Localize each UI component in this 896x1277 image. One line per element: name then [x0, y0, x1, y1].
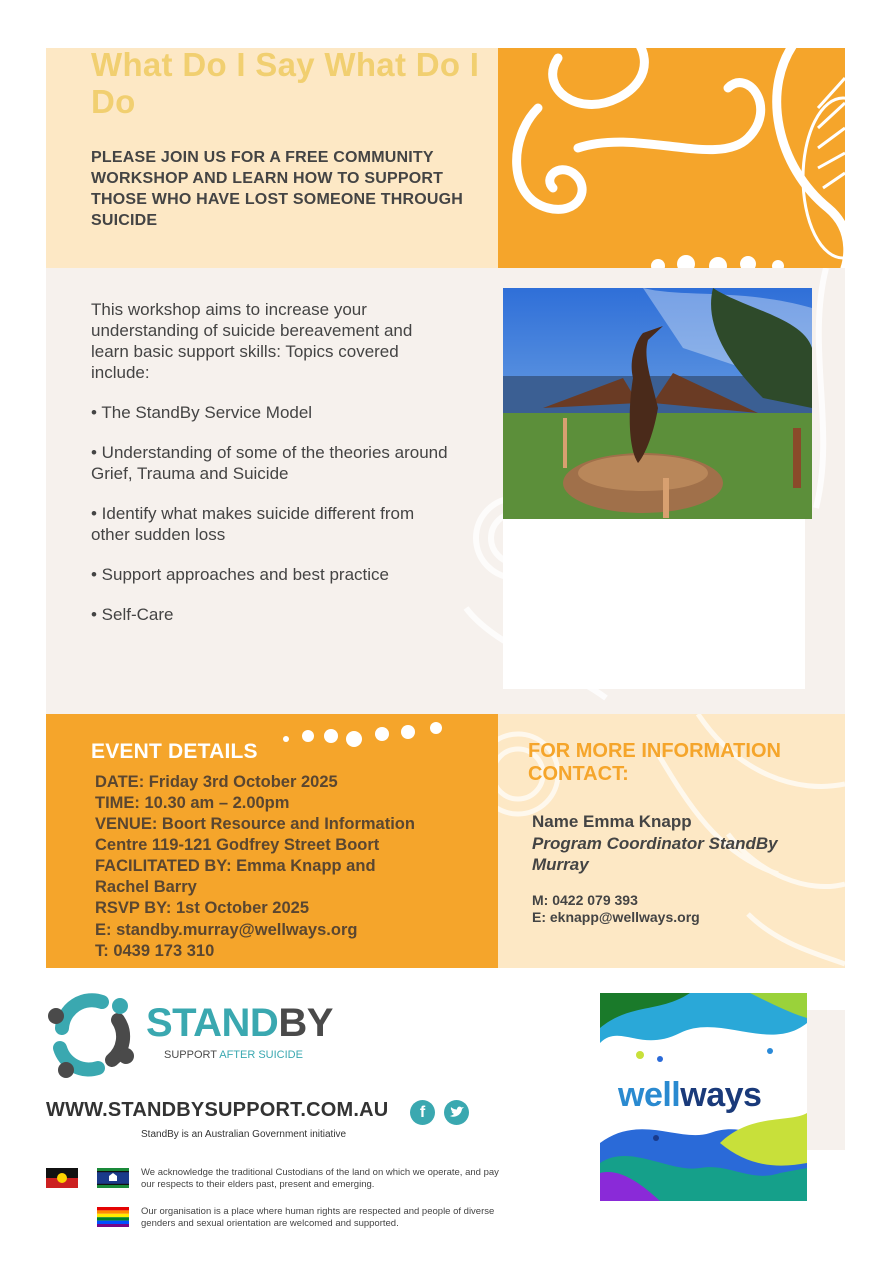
header-decoration-panel [498, 48, 845, 268]
standby-word-stand: STAND [146, 1001, 279, 1045]
topic-item: • Support approaches and best practice [91, 565, 389, 584]
page-subtitle: PLEASE JOIN US FOR A FREE COMMUNITY WORKSHOP AND LEARN HOW TO SUPPORT THOSE WHO HAVE LOST SOMEONE THROUGH SUICIDE [91, 149, 464, 229]
topic-item: • Self-Care [91, 605, 174, 624]
standby-word-by: BY [278, 1001, 333, 1045]
venue-label: VENUE: [95, 815, 158, 833]
date-value: Friday 3rd October 2025 [144, 773, 338, 791]
event-facilitators-line2: Rachel Barry [95, 878, 197, 896]
event-facilitators [95, 856, 376, 877]
website-link[interactable]: WWW.STANDBYSUPPORT.COM.AU [46, 1099, 389, 1121]
rsvp-value: 1st October 2025 [171, 899, 309, 917]
aboriginal-flag-icon [46, 1168, 78, 1188]
standby-logo-icon [42, 988, 138, 1080]
contact-role: Program Coordinator StandBy Murray [532, 834, 778, 874]
torres-strait-flag-icon [97, 1168, 129, 1188]
venue-value: Boort Resource and Information [157, 815, 415, 833]
facilitated-label: FACILITATED BY: [95, 857, 232, 875]
time-value: 10.30 am – 2.00pm [139, 794, 290, 812]
event-details-heading: EVENT DETAILS [91, 740, 258, 763]
event-time [95, 793, 289, 814]
email-label: E: [95, 921, 112, 939]
tagline-after-suicide: AFTER SUICIDE [219, 1049, 303, 1061]
bird-sculpture-photo [503, 288, 812, 519]
government-initiative-text: StandBy is an Australian Government initiative [141, 1129, 347, 1140]
standby-wordmark [146, 1001, 333, 1046]
event-rsvp [95, 898, 309, 919]
event-date [95, 772, 338, 793]
wellways-word-well: well [618, 1076, 681, 1114]
event-venue-line2: Centre 119-121 Godfrey Street Boort [95, 836, 380, 854]
topic-item: • Identify what makes suicide different from other sudden loss [91, 504, 415, 544]
event-venue [95, 814, 415, 835]
inclusion-statement: Our organisation is a place where human rights are respected and people of diverse genders and sexual orientation are welcomed and supported. [141, 1206, 495, 1229]
email-link[interactable]: standby.murray@wellways.org [111, 921, 358, 939]
wellways-wordmark [618, 1076, 761, 1115]
topic-item: • Understanding of some of the theories around Grief, Trauma and Suicide [91, 443, 448, 483]
phone-value: 0439 173 310 [108, 942, 215, 960]
contact-mobile: M: 0422 079 393 [532, 892, 638, 908]
side-tab [807, 1010, 845, 1150]
time-label: TIME: [95, 794, 140, 812]
standby-tagline [164, 1049, 303, 1061]
tagline-support: SUPPORT [164, 1049, 220, 1061]
page-title: What Do I Say What Do I Do [91, 46, 480, 120]
facilitated-value: Emma Knapp and [231, 857, 376, 875]
swirl-pattern-icon [498, 48, 845, 268]
phone-label: T: [95, 942, 109, 960]
acknowledgement-text: We acknowledge the traditional Custodians of the land on which we operate, and pay our respects to their elders past, present and emerging. [141, 1167, 499, 1190]
rsvp-label: RSVP BY: [95, 899, 172, 917]
wellways-logo [600, 993, 807, 1201]
contact-heading: FOR MORE INFORMATION CONTACT: [528, 740, 781, 785]
contact-name: Name Emma Knapp [532, 812, 692, 831]
wellways-word-ways: ways [680, 1076, 762, 1114]
event-email [95, 920, 357, 941]
rainbow-flag-icon [97, 1207, 129, 1227]
workshop-intro: This workshop aims to increase your understanding of suicide bereavement and learn basic support skills: Topics covered include: [91, 300, 413, 382]
topic-item: • The StandBy Service Model [91, 403, 313, 422]
blank-box [503, 519, 805, 689]
twitter-icon[interactable] [444, 1100, 469, 1125]
date-label: DATE: [95, 773, 145, 791]
facebook-icon[interactable]: f [410, 1100, 435, 1125]
contact-email[interactable]: E: eknapp@wellways.org [532, 909, 700, 925]
event-phone [95, 941, 214, 962]
